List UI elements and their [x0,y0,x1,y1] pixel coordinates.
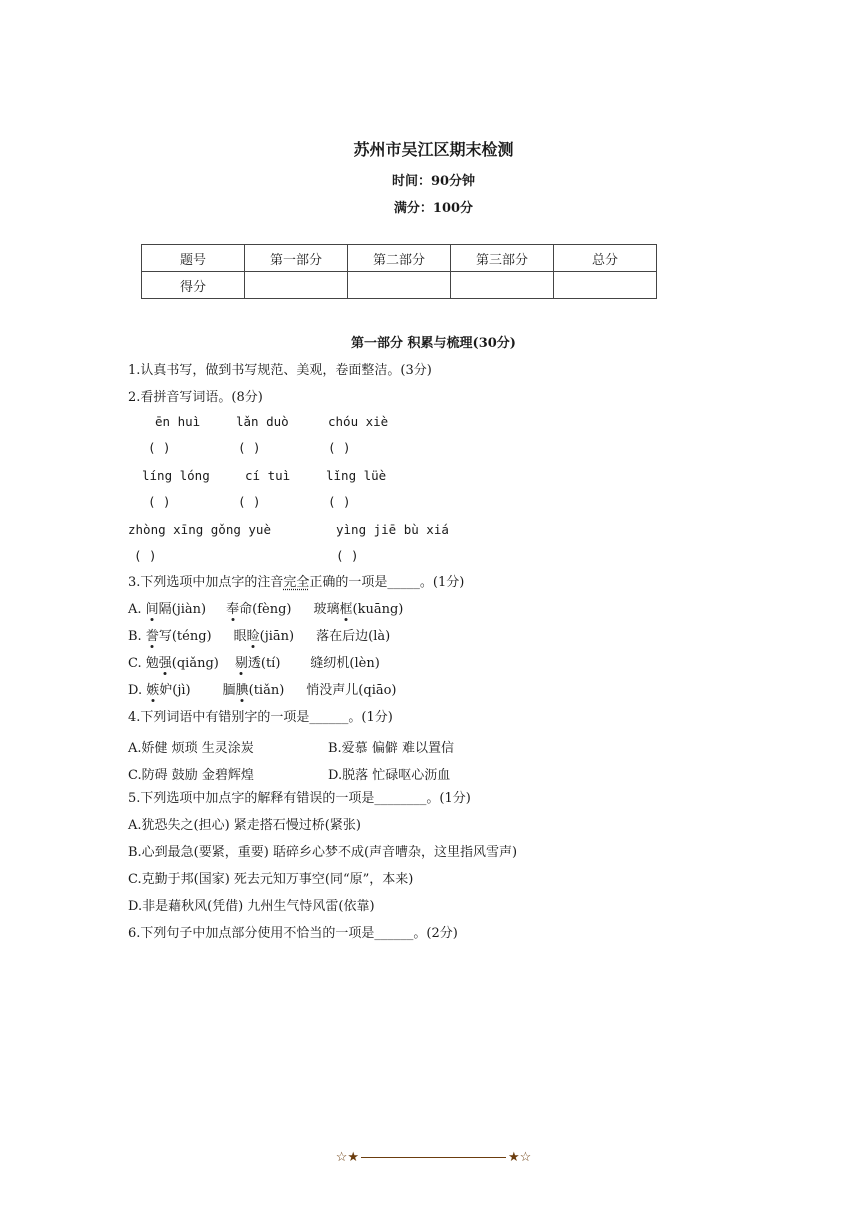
option-label: D. [128,683,147,698]
q4-option-a: A.娇健 烦琐 生灵涂炭 [128,741,254,756]
q3-option-c [128,652,380,671]
option-label: C. [128,656,146,671]
question-6-stem: 6.下列句子中加点部分使用不恰当的一项是______。(2分) [128,926,458,941]
score-cell [451,272,554,299]
option-text: (lèn) [349,656,380,671]
star-ornament-right: ★☆ [508,1150,532,1165]
exam-score: 满分：100分 [393,201,474,216]
option-text: (kuāng) [352,602,404,617]
q3-option-a [128,598,403,617]
option-text: 悄没声儿 [306,683,359,698]
q4-option-b: B.爱慕 偏僻 难以置信 [328,741,454,756]
pinyin: líng lóng [142,468,210,483]
page-footer [0,1150,867,1165]
dotted-char: 奉 [226,602,240,617]
score-table-header: 总分 [554,245,657,272]
q4-option-d: D.脱落 忙碌呕心沥血 [328,768,451,783]
answer-blank: ( ) [328,440,351,455]
option-text: 隔(jiàn) [158,602,207,617]
dotted-char: 强 [158,656,172,671]
option-text: (jiān) [259,629,295,644]
question-4-stem: 4.下列词语中有错别字的一项是______。(1分) [128,710,393,725]
dotted-char: 嫉 [146,683,160,698]
question-3-stem [128,571,464,590]
q3-option-d [128,679,397,698]
option-text: 写(téng) [158,629,212,644]
answer-blank: ( ) [238,440,261,455]
score-cell [554,272,657,299]
option-text: 玻璃 [313,602,340,617]
star-ornament-left: ☆★ [335,1150,359,1165]
footer-rule [361,1157,506,1158]
pinyin: ēn huì [155,414,201,429]
q3-option-b [128,625,390,644]
option-text: (qiāo) [358,683,397,698]
option-label: A. [128,602,146,617]
option-text: (tiǎn) [248,683,285,698]
option-text: 透(tí) [247,656,281,671]
stem-text: 3.下列选项中加点字的注音 [128,575,284,590]
option-text: (là) [368,629,391,644]
pinyin: lǎn duò [236,414,289,429]
exam-time: 时间：90分钟 [391,174,476,189]
q4-option-c: C.防碍 鼓励 金碧辉煌 [128,768,254,783]
question-5-stem: 5.下列选项中加点字的解释有错误的一项是________。(1分) [128,791,471,806]
dotted-char: 剔 [234,656,248,671]
score-table-header: 第三部分 [451,245,554,272]
dotted-char: 睑 [246,629,260,644]
score-cell [348,272,451,299]
question-2-stem: 2.看拼音写词语。(8分) [128,390,263,405]
dotted-char: 间 [145,602,159,617]
score-cell [245,272,348,299]
option-label: B. [128,629,146,644]
pinyin: cí tuì [245,468,291,483]
section-title: 第一部分 积累与梳理(30分) [351,336,516,351]
answer-blank: ( ) [336,548,359,563]
score-table-header: 题号 [142,245,245,272]
dotted-char: 框 [339,602,353,617]
score-table-header: 第二部分 [348,245,451,272]
answer-blank: ( ) [328,494,351,509]
pinyin: zhòng xīng gǒng yuè [128,522,271,537]
page-title: 苏州市吴江区期末检测 [353,140,514,159]
stem-text: 正确的一项是_____。(1分) [309,575,465,590]
option-text: (qiǎng) [171,656,219,671]
q5-option-b: B.心到最急(要紧，重要) 聒碎乡心梦不成(声音嘈杂，这里指风雪声) [128,845,518,860]
pinyin: lǐng lüè [326,468,387,483]
score-table-row [142,272,657,299]
answer-blank: ( ) [148,440,171,455]
answer-blank: ( ) [238,494,261,509]
q5-option-c: C.克勤于邦(国家) 死去元知万事空(同“原”，本来) [128,872,414,887]
pinyin: yìng jiē bù xiá [336,522,449,537]
q5-option-a: A.犹恐失之(担心) 紧走搭石慢过桥(紧张) [128,818,361,833]
dotted-text: 完全 [283,575,310,590]
option-text: 落在后边 [316,629,369,644]
option-text: 眼 [233,629,247,644]
score-table-header-row [142,245,657,272]
score-table-header: 第一部分 [245,245,348,272]
answer-blank: ( ) [148,494,171,509]
score-row-label: 得分 [142,272,245,299]
pinyin: chóu xiè [328,414,389,429]
answer-blank: ( ) [134,548,157,563]
option-text: 妒(jì) [159,683,191,698]
question-1: 1.认真书写，做到书写规范、美观，卷面整洁。(3分) [128,363,432,378]
option-text: 缝纫机 [310,656,350,671]
dotted-char: 誊 [145,629,159,644]
q5-option-d: D.非是藉秋风(凭借) 九州生气恃风雷(依靠) [128,899,375,914]
option-text: 命(fèng) [239,602,292,617]
score-table [141,244,657,299]
dotted-char: 腆 [235,683,249,698]
option-text: 腼 [222,683,236,698]
option-text: 勉 [145,656,159,671]
